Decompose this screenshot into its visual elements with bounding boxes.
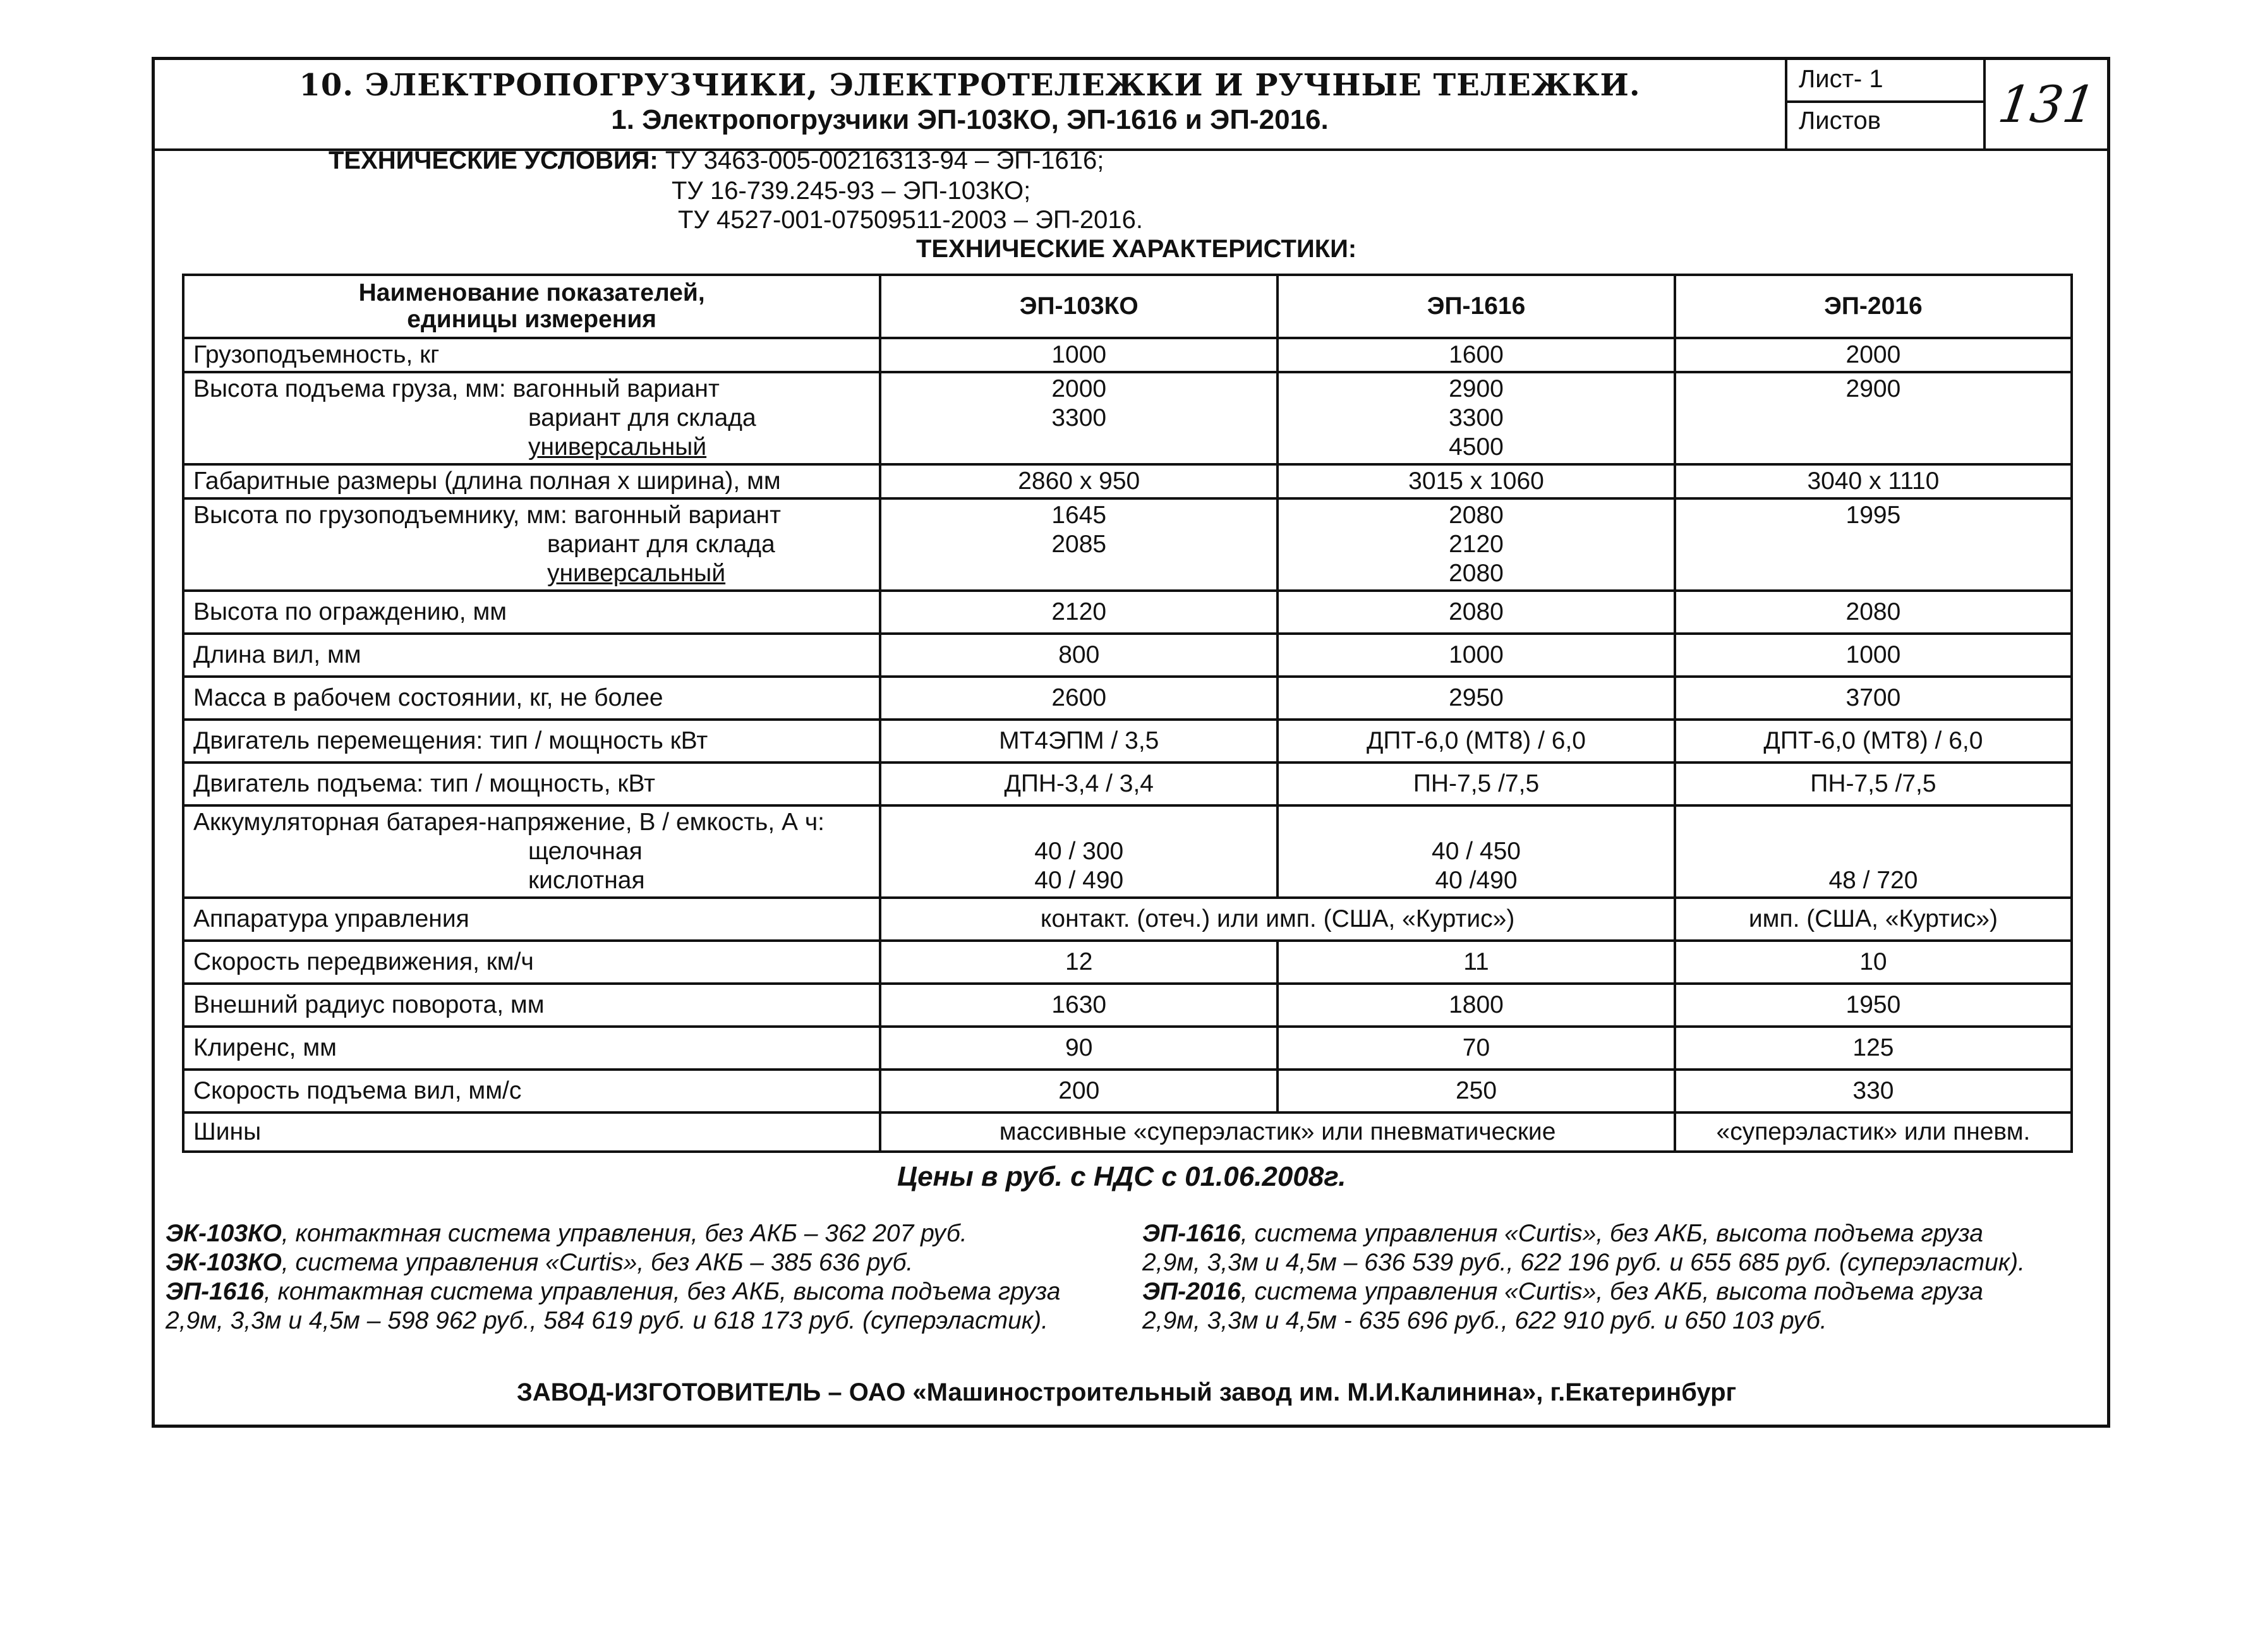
cell-ep2016: 48 / 720 xyxy=(1675,805,2072,898)
row-name: Длина вил, мм xyxy=(183,634,880,677)
page-number: 131 xyxy=(1995,75,2099,134)
cell-value: 2900 xyxy=(1449,375,1504,402)
cell-ep2016: 2080 xyxy=(1675,591,2072,634)
cell-ep2016: 1950 xyxy=(1675,984,2072,1027)
table-header-row xyxy=(183,275,2072,338)
cell-value: 2120 xyxy=(1449,531,1504,558)
cell-ep2016: 1995 xyxy=(1675,498,2072,591)
cell-ep1616: ПН-7,5 /7,5 xyxy=(1278,763,1675,805)
cell-ep2016: 10 xyxy=(1675,941,2072,984)
table-row xyxy=(183,338,2072,372)
price-line xyxy=(166,1277,1060,1306)
prices-right xyxy=(1142,1219,2025,1335)
sheets-label: Листов xyxy=(1799,107,1881,135)
tu-1616: ТУ 3463-005-00216313-94 – ЭП-1616; xyxy=(665,147,1104,174)
row-name-sub: вариант для склада xyxy=(528,404,756,431)
price-model: ЭП-1616 xyxy=(166,1278,264,1305)
cell-value: 2085 xyxy=(1051,531,1107,558)
cell-ep1616: ДПТ-6,0 (МТ8) / 6,0 xyxy=(1278,720,1675,763)
header-ep1616: ЭП-1616 xyxy=(1278,275,1675,338)
section-title: 10. ЭЛЕКТРОПОГРУЗЧИКИ, ЭЛЕКТРОТЕЛЕЖКИ И РУЧНЫЕ ТЕЛЕЖКИ. xyxy=(299,68,1641,103)
row-name xyxy=(183,805,880,898)
price-model: ЭК-103КО xyxy=(166,1220,282,1247)
row-name-main: Аккумуляторная батарея-напряжение, В / емкость, А ч: xyxy=(193,809,825,836)
cell-value: 40 /490 xyxy=(1435,867,1518,894)
row-name: Скорость передвижения, км/ч xyxy=(183,941,880,984)
table-row xyxy=(183,941,2072,984)
table-row xyxy=(183,984,2072,1027)
row-name-main: Высота по грузоподъемнику, мм: вагонный вариант xyxy=(193,502,781,529)
table-row xyxy=(183,677,2072,720)
row-name-sub: щелочная xyxy=(528,838,643,865)
table-row xyxy=(183,805,2072,898)
cell-ep103ko: МТ4ЭПМ / 3,5 xyxy=(880,720,1278,763)
header-name-line2: единицы измерения xyxy=(407,306,657,333)
tu-103ko: ТУ 16-739.245-93 – ЭП-103КО; xyxy=(672,177,1031,205)
price-text: 2,9м, 3,3м и 4,5м - 635 696 руб., 622 910 руб. и 650 103 руб. xyxy=(1142,1307,1827,1334)
row-name: Скорость подъема вил, мм/с xyxy=(183,1070,880,1112)
row-name-sub: вариант для склада xyxy=(547,531,775,558)
manufacturer: ЗАВОД-ИЗГОТОВИТЕЛЬ – ОАО «Машиностроительный завод им. М.И.Калинина», г.Екатеринбург xyxy=(516,1378,1737,1406)
table-row xyxy=(183,1070,2072,1112)
cell-ep2016: ДПТ-6,0 (МТ8) / 6,0 xyxy=(1675,720,2072,763)
price-line xyxy=(1142,1277,2025,1306)
price-line xyxy=(1142,1248,2025,1277)
tech-conditions-line1 xyxy=(329,147,1104,175)
header-ep2016: ЭП-2016 xyxy=(1675,275,2072,338)
table-row xyxy=(183,498,2072,591)
table-row xyxy=(183,372,2072,464)
price-text: , контактная система управления, без АКБ – 362 207 руб. xyxy=(281,1220,967,1247)
cell-ep1616 xyxy=(1278,805,1675,898)
cell-ep1616: 3015 х 1060 xyxy=(1278,464,1675,498)
cell-ep2016: имп. (США, «Куртис») xyxy=(1675,898,2072,941)
table-row xyxy=(183,634,2072,677)
table-row xyxy=(183,720,2072,763)
sheet-box xyxy=(1785,60,1986,148)
cell-ep103ko-ep1616: массивные «суперэластик» или пневматические xyxy=(880,1112,1675,1152)
prices-left xyxy=(166,1219,1060,1335)
characteristics-title: ТЕХНИЧЕСКИЕ ХАРАКТЕРИСТИКИ: xyxy=(916,235,1357,263)
cell-ep103ko: 2120 xyxy=(880,591,1278,634)
cell-ep103ko xyxy=(880,498,1278,591)
cell-ep103ko: 1630 xyxy=(880,984,1278,1027)
sheet-label: Лист- 1 xyxy=(1787,60,1983,103)
price-text: 2,9м, 3,3м и 4,5м – 636 539 руб., 622 196 руб. и 655 685 руб. (суперэластик). xyxy=(1142,1249,2025,1276)
cell-ep2016: ПН-7,5 /7,5 xyxy=(1675,763,2072,805)
cell-ep1616 xyxy=(1278,498,1675,591)
cell-ep2016: 330 xyxy=(1675,1070,2072,1112)
tu-2016: ТУ 4527-001-07509511-2003 – ЭП-2016. xyxy=(678,206,1144,234)
row-name: Грузоподъемность, кг xyxy=(183,338,880,372)
row-name: Габаритные размеры (длина полная х ширина), мм xyxy=(183,464,880,498)
cell-ep2016: «суперэластик» или пневм. xyxy=(1675,1112,2072,1152)
table-row xyxy=(183,1112,2072,1152)
table-row xyxy=(183,898,2072,941)
cell-value: 2080 xyxy=(1449,502,1504,529)
cell-ep103ko: 800 xyxy=(880,634,1278,677)
row-name xyxy=(183,498,880,591)
cell-ep1616: 70 xyxy=(1278,1027,1675,1070)
cell-ep1616 xyxy=(1278,372,1675,464)
header-name xyxy=(183,275,880,338)
cell-value: 1645 xyxy=(1051,502,1107,529)
table-row xyxy=(183,591,2072,634)
cell-value: 3300 xyxy=(1051,404,1107,431)
row-name-sub: универсальный xyxy=(547,560,726,587)
price-text: , система управления «Curtis», без АКБ, высота подъема груза xyxy=(1240,1278,1983,1305)
price-model: ЭП-2016 xyxy=(1142,1278,1241,1305)
cell-value: 4500 xyxy=(1449,433,1504,461)
header xyxy=(155,60,2110,151)
header-ep103ko: ЭП-103КО xyxy=(880,275,1278,338)
cell-ep103ko xyxy=(880,372,1278,464)
row-name: Масса в рабочем состоянии, кг, не более xyxy=(183,677,880,720)
cell-ep1616: 1800 xyxy=(1278,984,1675,1027)
price-text: , система управления «Curtis», без АКБ – 385 636 руб. xyxy=(281,1249,914,1276)
cell-ep1616: 2950 xyxy=(1278,677,1675,720)
row-name: Высота по ограждению, мм xyxy=(183,591,880,634)
table-row xyxy=(183,763,2072,805)
price-line xyxy=(1142,1306,2025,1335)
table-row xyxy=(183,1027,2072,1070)
cell-ep103ko: 2860 х 950 xyxy=(880,464,1278,498)
row-name: Двигатель подъема: тип / мощность, кВт xyxy=(183,763,880,805)
row-name-sub: универсальный xyxy=(528,433,707,461)
cell-ep2016: 125 xyxy=(1675,1027,2072,1070)
cell-ep103ko: 1000 xyxy=(880,338,1278,372)
cell-ep103ko: 2600 xyxy=(880,677,1278,720)
price-text: 2,9м, 3,3м и 4,5м – 598 962 руб., 584 619 руб. и 618 173 руб. (суперэластик). xyxy=(166,1307,1048,1334)
row-name: Аппаратура управления xyxy=(183,898,880,941)
row-name-main: Высота подъема груза, мм: вагонный вариант xyxy=(193,375,720,402)
table-row xyxy=(183,464,2072,498)
row-name: Шины xyxy=(183,1112,880,1152)
price-model: ЭК-103КО xyxy=(166,1249,282,1276)
cell-ep2016: 3700 xyxy=(1675,677,2072,720)
price-line xyxy=(166,1219,1060,1248)
cell-ep103ko: 200 xyxy=(880,1070,1278,1112)
cell-ep103ko: 90 xyxy=(880,1027,1278,1070)
price-model: ЭП-1616 xyxy=(1142,1220,1241,1247)
cell-ep1616: 11 xyxy=(1278,941,1675,984)
cell-ep103ko-ep1616: контакт. (отеч.) или имп. (США, «Куртис») xyxy=(880,898,1675,941)
row-name xyxy=(183,372,880,464)
row-name: Клиренс, мм xyxy=(183,1027,880,1070)
cell-value: 40 / 490 xyxy=(1034,867,1124,894)
cell-ep2016: 3040 х 1110 xyxy=(1675,464,2072,498)
subtitle: 1. Электропогрузчики ЭП-103КО, ЭП-1616 и ЭП-2016. xyxy=(611,104,1329,135)
cell-value: 40 / 300 xyxy=(1034,838,1124,865)
cell-value: 40 / 450 xyxy=(1432,838,1521,865)
cell-ep1616: 1000 xyxy=(1278,634,1675,677)
price-text: , система управления «Curtis», без АКБ, высота подъема груза xyxy=(1240,1220,1983,1247)
cell-ep2016: 2000 xyxy=(1675,338,2072,372)
row-name: Двигатель перемещения: тип / мощность кВт xyxy=(183,720,880,763)
price-line xyxy=(1142,1219,2025,1248)
prices-title: Цены в руб. с НДС с 01.06.2008г. xyxy=(897,1161,1346,1192)
cell-ep2016: 2900 xyxy=(1675,372,2072,464)
cell-ep1616: 250 xyxy=(1278,1070,1675,1112)
cell-ep1616: 1600 xyxy=(1278,338,1675,372)
price-line xyxy=(166,1248,1060,1277)
row-name-sub: кислотная xyxy=(528,867,645,894)
price-text: , контактная система управления, без АКБ, высота подъема груза xyxy=(263,1278,1061,1305)
cell-ep103ko: 12 xyxy=(880,941,1278,984)
cell-ep1616: 2080 xyxy=(1278,591,1675,634)
cell-ep2016: 1000 xyxy=(1675,634,2072,677)
cell-value: 2080 xyxy=(1449,560,1504,587)
price-line xyxy=(166,1306,1060,1335)
cell-ep103ko: ДПН-3,4 / 3,4 xyxy=(880,763,1278,805)
cell-value: 3300 xyxy=(1449,404,1504,431)
tech-conditions-label: ТЕХНИЧЕСКИЕ УСЛОВИЯ: xyxy=(329,147,658,174)
row-name: Внешний радиус поворота, мм xyxy=(183,984,880,1027)
cell-ep103ko xyxy=(880,805,1278,898)
header-name-line1: Наименование показателей, xyxy=(358,279,705,306)
cell-value: 2000 xyxy=(1051,375,1107,402)
spec-table xyxy=(182,274,2073,1153)
